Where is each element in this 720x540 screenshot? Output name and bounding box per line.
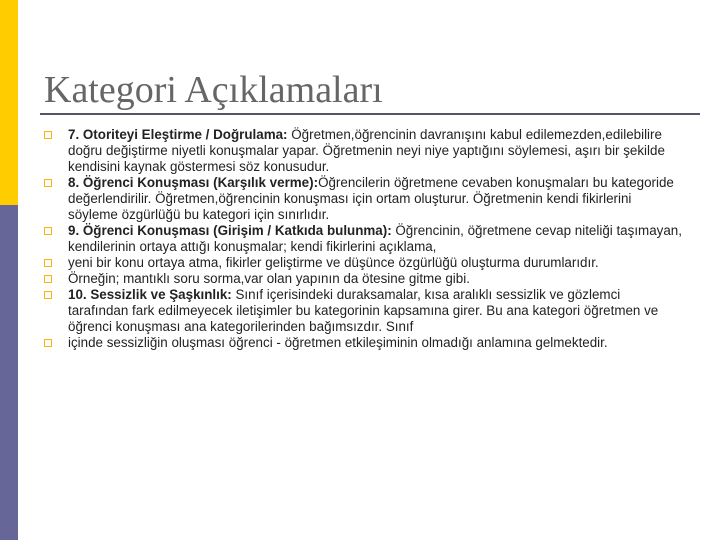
item-text: Sınıf içerisindeki duraksamalar, kısa aralıklı sessizlik ve gözlemci tarafından fark edilmeyecek iletişimler bu kategorinin kapsamına girer. Bu ana kategori öğretmen ve öğrenci konuşması ana kategorilerinden bağımsızdır. Sınıf (68, 287, 659, 334)
list-item (44, 255, 684, 271)
square-bullet-icon (44, 291, 52, 299)
bullet-list (44, 127, 684, 351)
square-bullet-icon (44, 227, 52, 235)
accent-bar-bottom (0, 205, 18, 540)
list-item (44, 223, 684, 255)
slide-title: Kategori Açıklamaları (44, 69, 383, 111)
item-text: Öğretmen,öğrencinin davranışını kabul edilemezden,edilebilire doğru değiştirme niyetli konuşmalar yapar. Öğretmenin neyi niye yaptığını söylemesi, aşırı bir şekilde kendisini kaynak göstermesi söz konusudur. (68, 127, 665, 174)
item-text: Örneğin; mantıklı soru sorma,var olan yapının da ötesine gitme gibi. (68, 271, 470, 286)
square-bullet-icon (44, 339, 52, 347)
square-bullet-icon (44, 259, 52, 267)
item-heading: 8. Öğrenci Konuşması (Karşılık verme): (68, 175, 319, 190)
square-bullet-icon (44, 179, 52, 187)
accent-bar-top (0, 0, 18, 205)
list-item (44, 175, 684, 223)
list-item (44, 271, 684, 287)
item-heading: 9. Öğrenci Konuşması (Girişim / Katkıda bulunma): (68, 223, 392, 238)
item-text: yeni bir konu ortaya atma, fikirler geliştirme ve düşünce özgürlüğü oluşturma durumlarıdır. (68, 255, 599, 270)
square-bullet-icon (44, 131, 52, 139)
item-heading: 10. Sessizlik ve Şaşkınlık: (68, 287, 232, 302)
list-item (44, 335, 684, 351)
title-underline (40, 113, 700, 115)
item-text: Öğrencilerin öğretmene cevaben konuşmaları bu kategoride değerlendirilir. Öğretmen,öğrencinin konuşması için ortam oluşturur. Öğretmenin kendi fikirlerini söyleme özgürlüğü bu kategori için sınırlıdır. (68, 175, 674, 222)
item-heading: 7. Otoriteyi Eleştirme / Doğrulama: (68, 127, 288, 142)
item-text: Öğrencinin, öğretmene cevap niteliği taşımayan, kendilerinin ortaya attığı konuşmalar; kendi fikirlerini açıklama, (68, 223, 682, 254)
item-text: içinde sessizliğin oluşması öğrenci - öğretmen etkileşiminin olmadığı anlamına gelmektedir. (68, 335, 608, 350)
square-bullet-icon (44, 275, 52, 283)
list-item (44, 287, 684, 335)
list-item (44, 127, 684, 175)
